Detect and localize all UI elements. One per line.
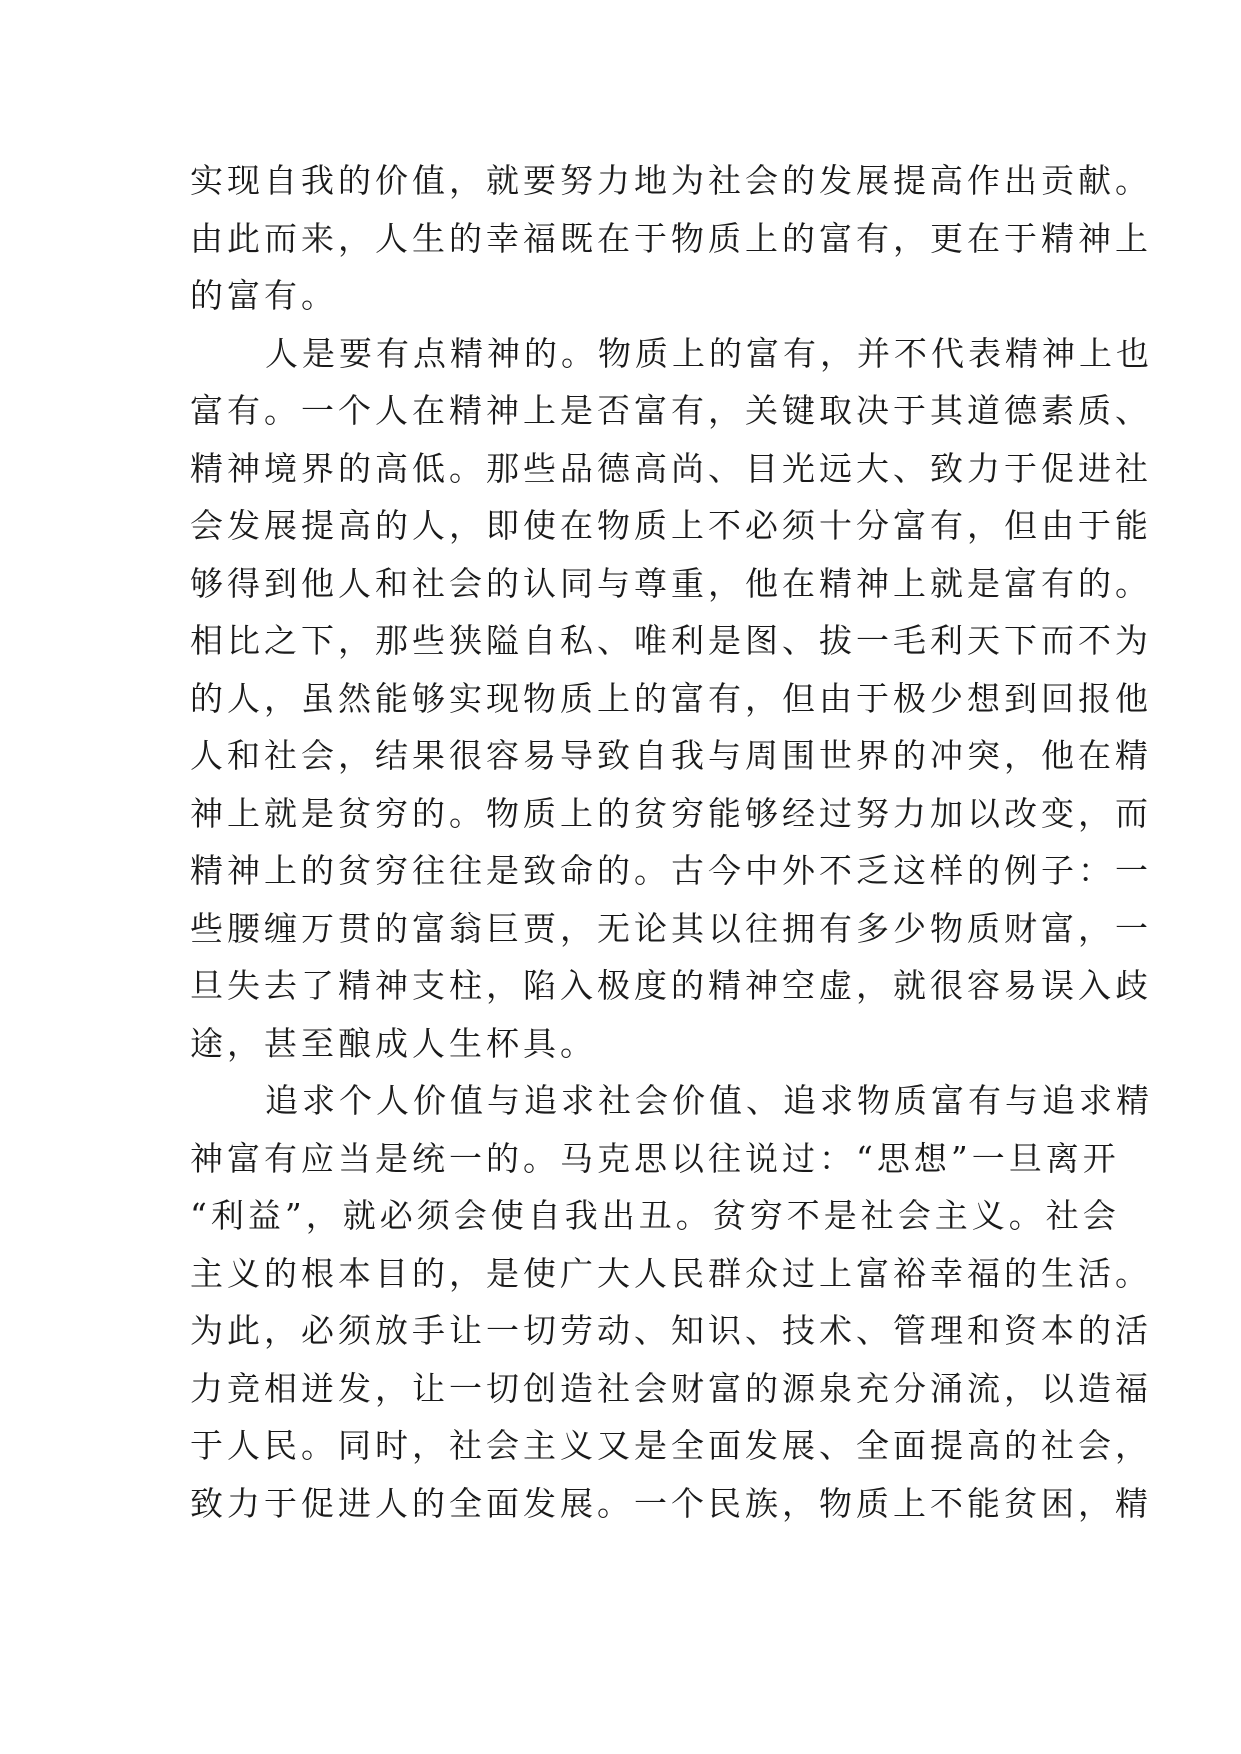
paragraph-2-line-8: 人和社会，结果很容易导致自我与周围世界的冲突，他在精: [190, 736, 1152, 775]
paragraph-2-line-2: 富有。一个人在精神上是否富有，关键取决于其道德素质、: [190, 391, 1152, 430]
paragraph-2-line-7: 的人，虽然能够实现物质上的富有，但由于极少想到回报他: [190, 678, 1152, 718]
paragraph-2-line-13: 途，甚至酿成人生杯具。: [190, 1023, 597, 1063]
paragraph-3-line-4: 主义的根本目的，是使广大人民群众过上富裕幸福的生活。: [190, 1253, 1152, 1293]
paragraph-2-line-4: 会发展提高的人，即使在物质上不必须十分富有，但由于能: [190, 506, 1152, 545]
paragraph-3-line-1: 追求个人价值与追求社会价值、追求物质富有与追求精: [265, 1081, 1153, 1120]
paragraph-2-line-3: 精神境界的高低。那些品德高尚、目光远大、致力于促进社: [190, 448, 1152, 488]
paragraph-3-line-7: 于人民。同时，社会主义又是全面发展、全面提高的社会，: [190, 1426, 1152, 1465]
paragraph-3-line-2: 神富有应当是统一的。马克思以往说过：“思想”一旦离开: [190, 1138, 1120, 1178]
paragraph-2-line-11: 些腰缠万贯的富翁巨贾，无论其以往拥有多少物质财富，一: [190, 908, 1152, 948]
paragraph-3-line-6: 力竞相迸发，让一切创造社会财富的源泉充分涌流，以造福: [190, 1368, 1152, 1408]
paragraph-3-line-5: 为此，必须放手让一切劳动、知识、技术、管理和资本的活: [190, 1311, 1152, 1350]
paragraph-2-line-10: 精神上的贫穷往往是致命的。古今中外不乏这样的例子：一: [190, 851, 1152, 890]
paragraph-3-line-8: 致力于促进人的全面发展。一个民族，物质上不能贫困，精: [190, 1483, 1152, 1523]
paragraph-3-line-3: “利益”，就必须会使自我出丑。贫穷不是社会主义。社会: [190, 1196, 1120, 1235]
paragraph-1-line-2: 由此而来，人生的幸福既在于物质上的富有，更在于精神上: [190, 218, 1152, 258]
paragraph-2-line-1: 人是要有点精神的。物质上的富有，并不代表精神上也: [265, 333, 1153, 373]
paragraph-1-line-3: 的富有。: [190, 276, 338, 315]
paragraph-2-line-9: 神上就是贫穷的。物质上的贫穷能够经过努力加以改变，而: [190, 793, 1152, 833]
paragraph-1-line-1: 实现自我的价值，就要努力地为社会的发展提高作出贡献。: [190, 161, 1152, 200]
paragraph-2-line-5: 够得到他人和社会的认同与尊重，他在精神上就是富有的。: [190, 563, 1152, 603]
paragraph-2-line-12: 旦失去了精神支柱，陷入极度的精神空虚，就很容易误入歧: [190, 966, 1152, 1005]
body-text: [190, 152, 1153, 1532]
paragraph-2-line-6: 相比之下，那些狭隘自私、唯利是图、拔一毛利天下而不为: [190, 621, 1152, 660]
